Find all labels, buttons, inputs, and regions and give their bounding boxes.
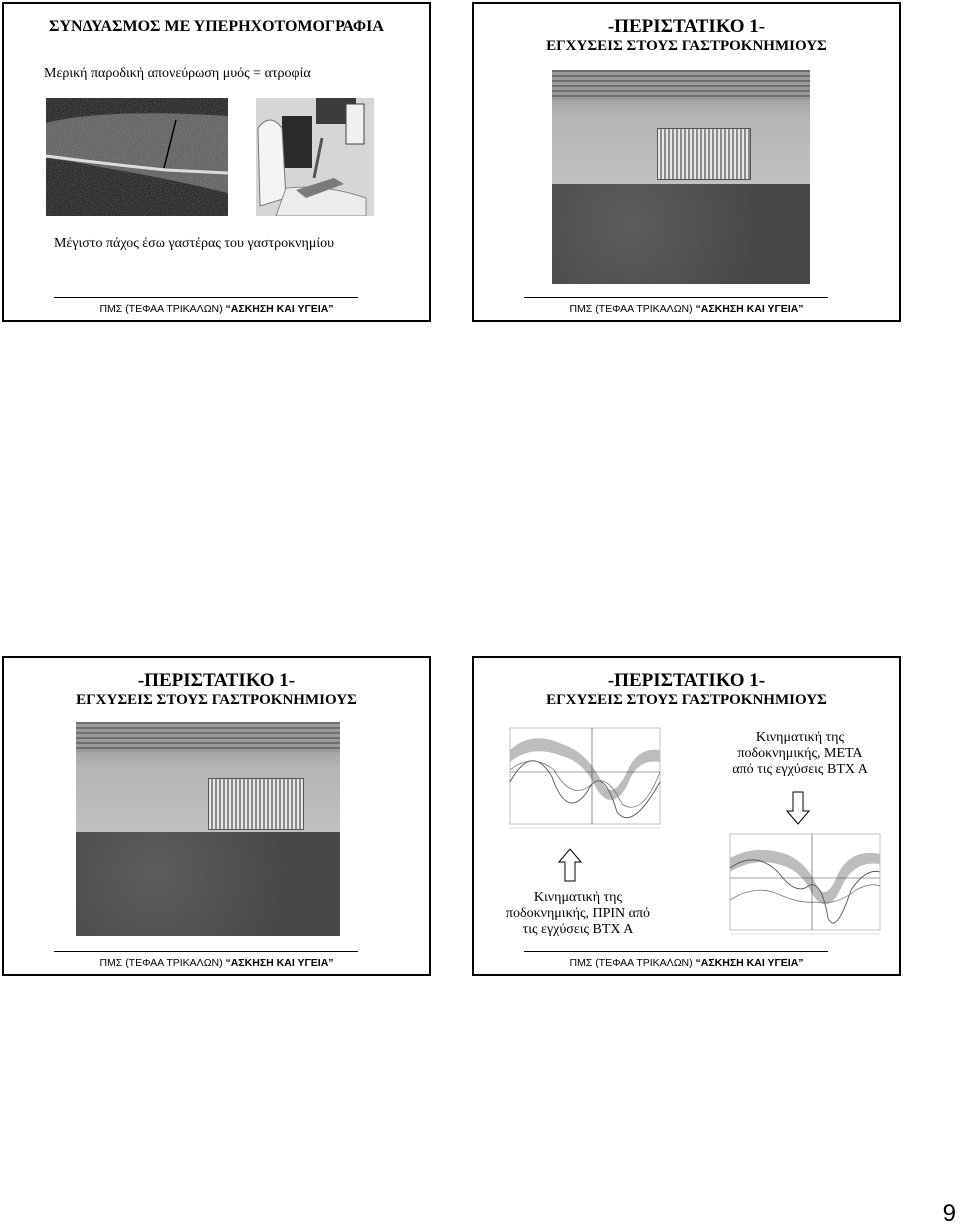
- footer-divider: [54, 297, 358, 298]
- slide-case-1-video-2: [2, 656, 431, 976]
- title-line-2: ΕΓΧΥΣΕΙΣ ΣΤΟΥΣ ΓΑΣΤΡΟΚΝΗΜΙΟΥΣ: [76, 691, 357, 708]
- footer-text: ΠΜΣ (ΤΕΦΑΑ ΤΡΙΚΑΛΩΝ): [99, 303, 226, 315]
- slide-ultrasound: [2, 2, 431, 322]
- room-photo: [76, 722, 340, 936]
- slide-case-1-kinematics: [472, 656, 901, 976]
- ultrasound-procedure-photo: [256, 98, 374, 216]
- footer-divider: [524, 297, 828, 298]
- title-line-2: ΕΓΧΥΣΕΙΣ ΣΤΟΥΣ ΓΑΣΤΡΟΚΝΗΜΙΟΥΣ: [546, 691, 827, 708]
- after-caption: [700, 730, 900, 778]
- ankle-kinematics-graph-after: [492, 722, 664, 836]
- page-number: 9: [942, 1200, 956, 1227]
- footer-divider: [54, 951, 358, 952]
- slide-title: [474, 670, 899, 709]
- before-caption: [488, 890, 668, 938]
- footer-text: ΠΜΣ (ΤΕΦΑΑ ΤΡΙΚΑΛΩΝ): [569, 957, 696, 969]
- down-arrow-icon: [786, 791, 810, 825]
- slide-title: [4, 670, 429, 709]
- slide-case-1-video: [472, 2, 901, 322]
- ultrasound-image: [46, 98, 228, 216]
- slide-title: [4, 18, 429, 36]
- slide-title: [474, 16, 899, 55]
- slide-footer: [474, 303, 899, 315]
- footer-text: ΠΜΣ (ΤΕΦΑΑ ΤΡΙΚΑΛΩΝ): [569, 303, 696, 315]
- slide-caption: Μέγιστο πάχος έσω γαστέρας του γαστροκνημίου: [54, 236, 335, 251]
- title-line-1: -ΠΕΡΙΣΤΑΤΙΚΟ 1-: [137, 670, 296, 691]
- footer-divider: [524, 951, 828, 952]
- slide-footer: [4, 957, 429, 969]
- title-line-1: ΣΥΝΔΥΑΣΜΟΣ ΜΕ ΥΠΕΡΗΧΟΤΟΜΟΓΡΑΦΙΑ: [49, 18, 384, 35]
- slide-subtitle: Μερική παροδική απονεύρωση μυός = ατροφία: [44, 66, 311, 81]
- footer-bold-text: “ΑΣΚΗΣΗ ΚΑΙ ΥΓΕΙΑ”: [225, 957, 334, 969]
- title-line-2: ΕΓΧΥΣΕΙΣ ΣΤΟΥΣ ΓΑΣΤΡΟΚΝΗΜΙΟΥΣ: [546, 37, 827, 54]
- after-caption-line-2: ποδοκνημικής, ΜΕΤΑ: [737, 746, 863, 762]
- after-caption-line-1: Κινηματική της: [755, 730, 845, 745]
- ankle-kinematics-graph-before: [716, 828, 882, 940]
- up-arrow-icon: [558, 848, 582, 882]
- footer-bold-text: “ΑΣΚΗΣΗ ΚΑΙ ΥΓΕΙΑ”: [695, 303, 804, 315]
- footer-text: ΠΜΣ (ΤΕΦΑΑ ΤΡΙΚΑΛΩΝ): [99, 957, 226, 969]
- before-caption-line-1: Κινηματική της: [533, 890, 623, 905]
- after-caption-line-3: από τις εγχύσεις ΒΤΧ Α: [732, 762, 868, 778]
- slide-footer: [474, 957, 899, 969]
- footer-bold-text: “ΑΣΚΗΣΗ ΚΑΙ ΥΓΕΙΑ”: [225, 303, 334, 315]
- title-line-1: -ΠΕΡΙΣΤΑΤΙΚΟ 1-: [607, 16, 766, 37]
- title-line-1: -ΠΕΡΙΣΤΑΤΙΚΟ 1-: [607, 670, 766, 691]
- slide-footer: [4, 303, 429, 315]
- before-caption-line-2: ποδοκνημικής, ΠΡΙΝ από: [505, 906, 651, 922]
- footer-bold-text: “ΑΣΚΗΣΗ ΚΑΙ ΥΓΕΙΑ”: [695, 957, 804, 969]
- room-photo: [552, 70, 810, 284]
- before-caption-line-3: τις εγχύσεις ΒΤΧ Α: [522, 922, 634, 938]
